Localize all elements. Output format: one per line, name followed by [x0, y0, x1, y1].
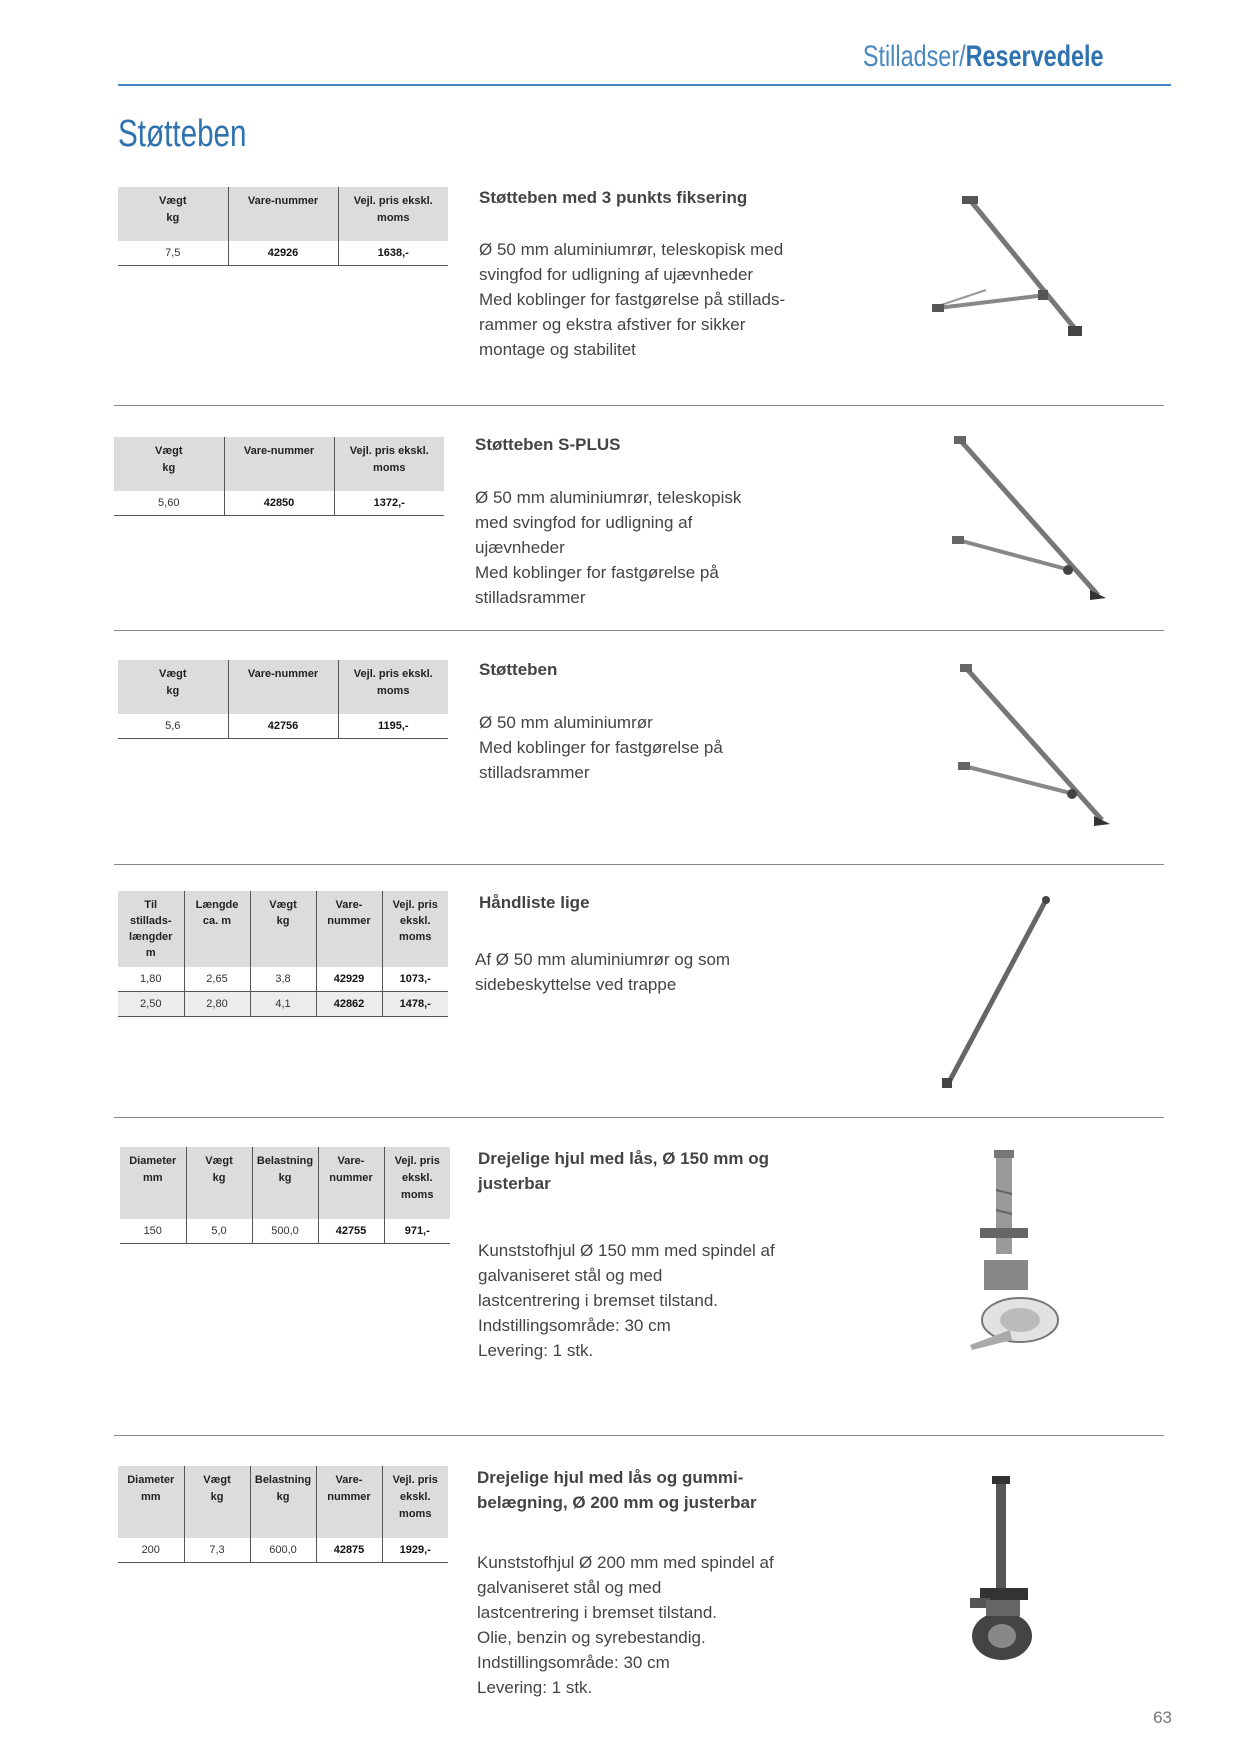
product-title-3: Støtteben [479, 660, 558, 679]
cell-weight: 5,6 [118, 714, 228, 739]
cell-item-number: 42755 [318, 1219, 384, 1244]
product-title-4: Håndliste lige [479, 893, 590, 912]
product-description-1: Ø 50 mm aluminiumrør, teleskopisk med svingfod for udligning af ujævnheder Med koblinger for fastgørelse på stillads- rammer og ekstra afstiver for sikker montage og stabilitet [479, 240, 786, 359]
cell-weight: 3,8 [250, 967, 316, 992]
col-header: Vægt kg [186, 1147, 252, 1219]
cell-price: 971,- [384, 1219, 450, 1244]
cell-price: 1638,- [338, 241, 448, 266]
page-title: Støtteben [118, 113, 247, 155]
spec-table-5 [120, 1147, 450, 1244]
cell-weight: 4,1 [250, 992, 316, 1017]
cell-price: 1073,- [382, 967, 448, 992]
product-description-4: Af Ø 50 mm aluminiumrør og som sidebeskyttelse ved trappe [475, 950, 731, 994]
support-leg-icon [946, 656, 1116, 831]
product-title-1: Støtteben med 3 punkts fiksering [479, 188, 748, 207]
col-header: Vejl. pris ekskl. moms [382, 1466, 448, 1538]
product-description-2: Ø 50 mm aluminiumrør, teleskopisk med svingfod for udligning af ujævnheder Med koblinger for fastgørelse på stilladsrammer [475, 488, 742, 607]
divider [114, 1117, 1164, 1118]
castor-wheel-150-icon [950, 1150, 1080, 1360]
spec-table-2 [114, 437, 444, 516]
table-row [120, 1219, 450, 1244]
cell-item-number: 42875 [316, 1538, 382, 1563]
cell-weight: 7,3 [184, 1538, 250, 1563]
col-header: Vægt kg [118, 660, 228, 714]
col-header: Belastning kg [250, 1466, 316, 1538]
cell-load: 600,0 [250, 1538, 316, 1563]
table-row [118, 992, 448, 1017]
col-header: Vægt kg [184, 1466, 250, 1538]
cell-length: 2,50 [118, 992, 184, 1017]
product-description-6: Kunststofhjul Ø 200 mm med spindel af galvaniseret stål og med lastcentrering i bremset tilstand. Olie, benzin og syrebestandig. Indstillingsområde: 30 cm Levering: 1 stk. [477, 1553, 774, 1697]
col-header: Vejl. pris ekskl. moms [338, 187, 448, 241]
header-rule [118, 84, 1171, 86]
cell-weight: 7,5 [118, 241, 228, 266]
cell-weight: 5,60 [114, 491, 224, 516]
table-row [114, 491, 444, 516]
cell-load: 500,0 [252, 1219, 318, 1244]
section-label: Stilladser/ [863, 40, 967, 73]
col-header: Vejl. pris ekskl. moms [334, 437, 444, 491]
cell-length-approx: 2,65 [184, 967, 250, 992]
col-header: Vægt kg [118, 187, 228, 241]
cell-item-number: 42929 [316, 967, 382, 992]
spec-table-6 [118, 1466, 448, 1563]
product-description-3: Ø 50 mm aluminiumrør Med koblinger for fastgørelse på stilladsrammer [479, 713, 723, 782]
cell-item-number: 42850 [224, 491, 334, 516]
cell-price: 1372,- [334, 491, 444, 516]
col-header: Vare- nummer [316, 891, 382, 967]
spec-table-3 [118, 660, 448, 739]
product-title-2: Støtteben S-PLUS [475, 435, 621, 454]
table-row [118, 967, 448, 992]
col-header: Vare- nummer [318, 1147, 384, 1219]
cell-item-number: 42862 [316, 992, 382, 1017]
cell-weight: 5,0 [186, 1219, 252, 1244]
castor-wheel-200-icon [950, 1476, 1060, 1666]
col-header: Vægt kg [114, 437, 224, 491]
cell-item-number: 42756 [228, 714, 338, 739]
col-header: Belastning kg [252, 1147, 318, 1219]
col-header: Vejl. pris ekskl. moms [382, 891, 448, 967]
col-header: Vejl. pris ekskl. moms [338, 660, 448, 714]
col-header: Vejl. pris ekskl. moms [384, 1147, 450, 1219]
divider [114, 1435, 1164, 1436]
cell-diameter: 150 [120, 1219, 186, 1244]
cell-price: 1195,- [338, 714, 448, 739]
table-row [118, 1538, 448, 1563]
product-description-5: Kunststofhjul Ø 150 mm med spindel af galvaniseret stål og med lastcentrering i bremset tilstand. Indstillingsområde: 30 cm Levering: 1 stk. [478, 1241, 775, 1360]
cell-item-number: 42926 [228, 241, 338, 266]
support-leg-3-point-icon [926, 190, 1086, 340]
col-header: Diameter mm [118, 1466, 184, 1538]
divider [114, 405, 1164, 406]
spec-table-4 [118, 891, 448, 1017]
col-header: Vare-nummer [228, 187, 338, 241]
divider [114, 630, 1164, 631]
cell-price: 1929,- [382, 1538, 448, 1563]
table-row [118, 241, 448, 266]
col-header: Længde ca. m [184, 891, 250, 967]
cell-length-approx: 2,80 [184, 992, 250, 1017]
product-title-5: Drejelige hjul med lås, Ø 150 mm og justerbar [478, 1149, 769, 1193]
col-header: Vare-nummer [228, 660, 338, 714]
col-header: Vægt kg [250, 891, 316, 967]
spec-table-1 [118, 187, 448, 266]
cell-price: 1478,- [382, 992, 448, 1017]
subsection-label: Reservedele [966, 40, 1104, 73]
handrail-icon [926, 892, 1066, 1092]
col-header: Til stillads- længder m [118, 891, 184, 967]
divider [114, 864, 1164, 865]
table-row [118, 714, 448, 739]
page-number: 63 [1153, 1708, 1172, 1727]
cell-length: 1,80 [118, 967, 184, 992]
col-header: Diameter mm [120, 1147, 186, 1219]
col-header: Vare- nummer [316, 1466, 382, 1538]
product-title-6: Drejelige hjul med lås og gummi- belægning, Ø 200 mm og justerbar [477, 1468, 757, 1512]
support-leg-splus-icon [940, 430, 1110, 605]
section-header [863, 40, 1104, 74]
cell-diameter: 200 [118, 1538, 184, 1563]
col-header: Vare-nummer [224, 437, 334, 491]
